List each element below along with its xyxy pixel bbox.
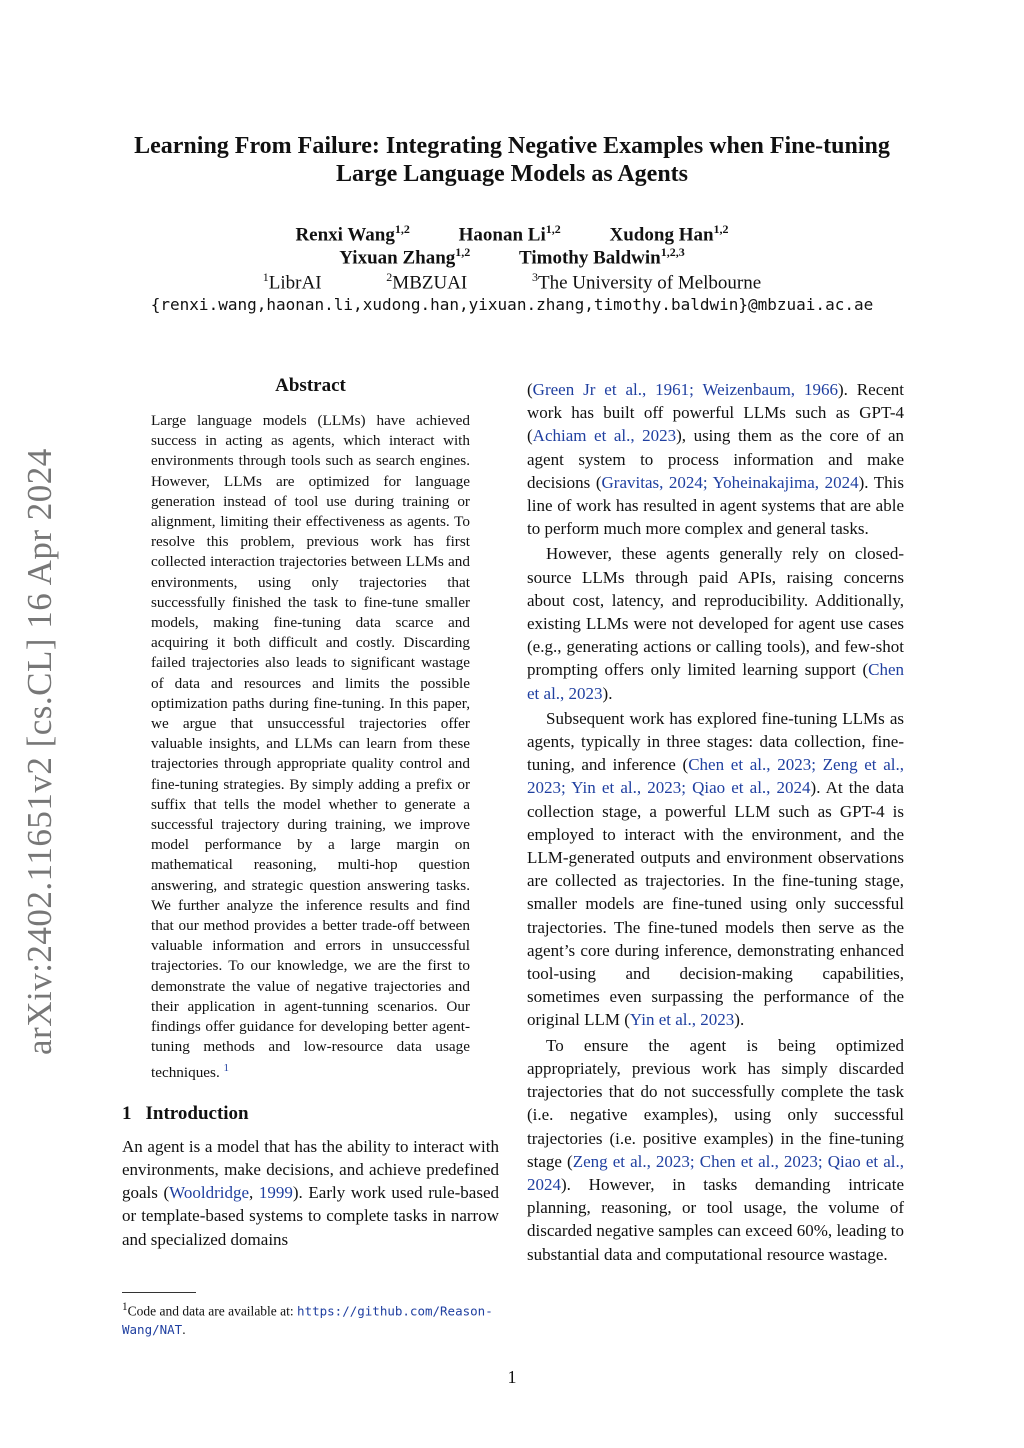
right-column	[527, 378, 904, 1266]
citation-link[interactable]: Green Jr et al., 1961; Weizenbaum, 1966	[532, 380, 838, 399]
paper-title	[100, 132, 924, 188]
citation-link[interactable]: Wooldridge	[169, 1183, 250, 1203]
intro-paragraph-1-cont: (Green Jr et al., 1961; Weizenbaum, 1966). Recent work has built off powerful LLMs such as GPT-4 (Achiam et al., 2023), using them as the core of an agent system to process information and make decisions (Gravitas, 2024; Yoheinakajima, 2024). This line of work has resulted in agent systems that are able to perform much more complex and general tasks.	[527, 380, 905, 539]
citation-link[interactable]: Chen et al., 2023	[527, 660, 904, 703]
section-heading-introduction: 1 Introduction	[122, 1102, 249, 1124]
intro-paragraph-1: An agent is a model that has the ability to interact with environments, make decisions, and achieve predefined goals (Wooldridge, 1999). Early work used rule-based or template-based systems to complete tasks in narrow and specialized domains	[122, 1136, 500, 1249]
author: Yixuan Zhang$^{1,2}$	[339, 245, 471, 269]
author: Renxi Wang$^{1,2}$	[295, 222, 410, 246]
intro-paragraph-4: To ensure the agent is being optimized appropriately, previous work has simply discarded trajectories that do not successfully complete the task (i.e. negative examples), using only successful trajectories (i.e. positive examples) in the fine-tuning stage (Zeng et al., 2023; Chen et al., 2023; Qiao et al., 2024). However, in tasks demanding intricate planning, reasoning, or tool usage, the volume of discarded negative samples can exceed 60%, leading to substantial data and computational resource wastage.	[527, 1035, 904, 1264]
title-line-2: Large Language Models as Agents	[335, 161, 688, 187]
footnote-divider	[122, 1292, 196, 1293]
footnote: $^1$Code and data are available at: https://github.com/Reason-Wang/NAT.	[122, 1301, 493, 1337]
citation-link[interactable]: Yin et al., 2023	[629, 1010, 735, 1030]
author: Timothy Baldwin$^{1,2,3}$	[519, 245, 685, 269]
author: Xudong Han$^{1,2}$	[609, 222, 729, 246]
affiliation-list	[100, 270, 924, 294]
citation-link[interactable]: 1999	[258, 1183, 293, 1203]
page-number: 1	[507, 1367, 517, 1387]
citation-link[interactable]: Gravitas, 2024; Yoheinakajima, 2024	[601, 472, 859, 492]
author-emails: {renxi.wang,haonan.li,xudong.han,yixuan.zhang,timothy.baldwin}@mbzuai.ac.ae	[150, 295, 874, 314]
arxiv-identifier: arXiv:2402.11651v2 [cs.CL] 16 Apr 2024	[20, 448, 59, 1055]
author-list-row-1	[100, 222, 924, 246]
citation-link[interactable]: Achiam et al., 2023	[532, 426, 677, 446]
footnote-url-link[interactable]: https://github.com/Reason-Wang/NAT	[122, 1303, 493, 1337]
affiliation: $^1$LibrAI	[262, 270, 322, 294]
affiliation: $^2$MBZUAI	[386, 270, 468, 294]
title-line-1: Learning From Failure: Integrating Negative Examples when Fine-tuning	[134, 133, 890, 159]
intro-paragraph-2: However, these agents generally rely on closed-source LLMs through paid APIs, raising concerns about cost, latency, and reproducibility. Additionally, existing LLMs were not developed for agent use cases (e.g., generating actions or calling tools), and few-shot prompting offers only limited learning support (Chen et al., 2023).	[527, 544, 904, 703]
left-column	[122, 375, 499, 1251]
affiliation: $^3$The University of Melbourne	[532, 270, 762, 294]
citation-link[interactable]: Chen et al., 2023; Zeng et al., 2023; Yin et al., 2023; Qiao et al., 2024	[527, 755, 904, 798]
author-list-row-2	[100, 245, 924, 269]
abstract-body: Large language models (LLMs) have achieved success in acting as agents, which interact with environments through tools such as search engines. However, LLMs are optimized for language generation instead of tool use during training or alignment, limiting their effectiveness as agents. To resolve this problem, previous work has first collected interaction trajectories between LLMs and environments, using only trajectories that successfully finished the task to fine-tune smaller models, making fine-tuning data scarce and acquiring it both difficult and costly. Discarding failed trajectories also leads to significant wastage of data and resources and limits the possible optimization paths during fine-tuning. In this paper, we argue that unsuccessful trajectories offer valuable insights, and LLMs can learn from these trajectories through appropriate quality control and fine-tuning strategies. By simply adding a prefix or suffix that tells the model whether to generate a successful trajectory during training, we improve model performance by a large margin on mathematical reasoning, multi-hop question answering, and strategic question answering tasks. We further analyze the inference results and find that our method provides a better trade-off between valuable information and errors in unsuccessful trajectories. To our knowledge, we are the first to demonstrate the value of negative trajectories and their application in agent-tunning scenarios. Our findings offer guidance for developing better agent-tuning methods and low-resource data usage techniques. $^1$	[151, 412, 470, 1081]
citation-link[interactable]: Zeng et al., 2023; Chen et al., 2023; Qiao et al., 2024	[527, 1151, 904, 1194]
intro-paragraph-3: Subsequent work has explored fine-tuning LLMs as agents, typically in three stages: data collection, fine-tuning, and inference (Chen et al., 2023; Zeng et al., 2023; Yin et al., 2023; Qiao et al., 2024). At the data collection stage, a powerful LLM such as GPT-4 is employed to interact with the environment, and the LLM-generated outputs and environment observations are collected as trajectories. In the fine-tuning stage, smaller models are fine-tuned using only successful trajectories. The fine-tuned models then serve as the agent’s core during inference, demonstrating enhanced tool-using and decision-making capabilities, sometimes even surpassing the performance of the original LLM (Yin et al., 2023).	[527, 708, 904, 1030]
abstract-heading: Abstract	[275, 375, 346, 396]
author: Haonan Li$^{1,2}$	[458, 222, 561, 246]
footnote-marker[interactable]: 1	[223, 1061, 230, 1074]
